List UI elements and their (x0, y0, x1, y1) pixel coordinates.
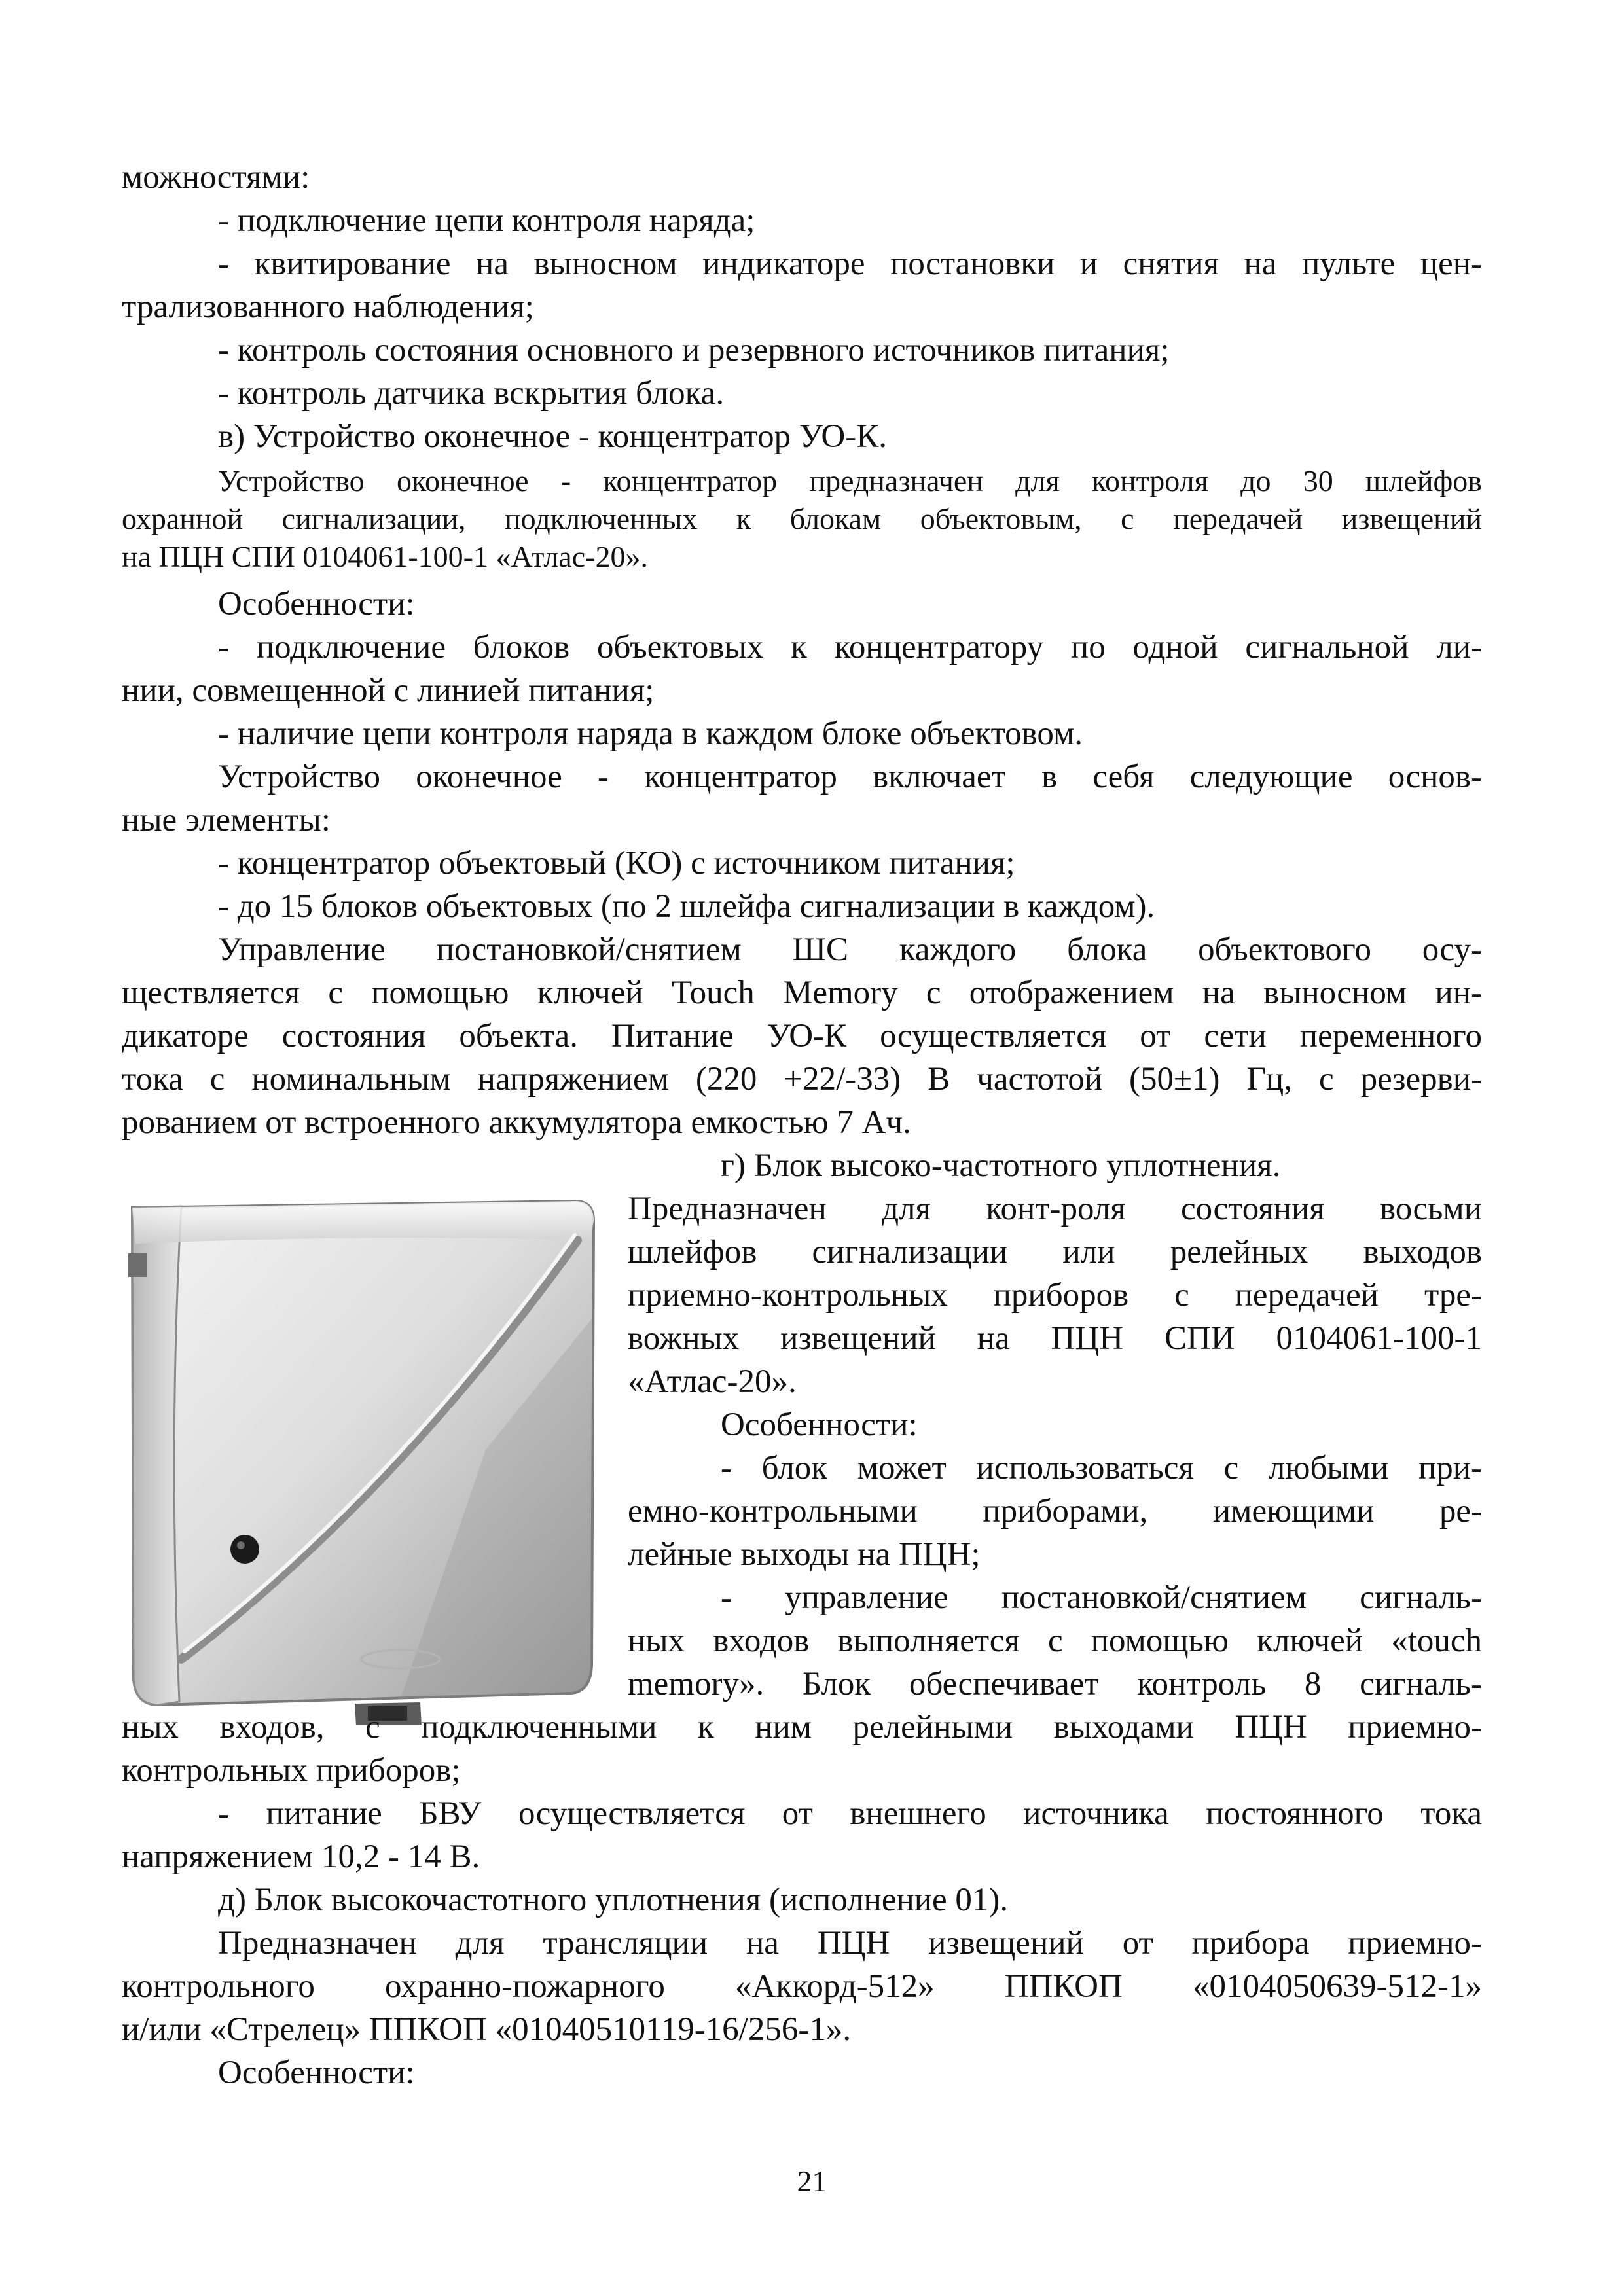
text-line: ществляется с помощью ключей Touch Memory с отображением на выносном ин- (122, 975, 1482, 1011)
text-line: шлейфов сигнализации или релейных выходов (628, 1234, 1482, 1270)
text-line: Устройство оконечное - концентратор предназначен для контроля до 30 шлейфов (218, 464, 1482, 497)
text-line: - контроль состояния основного и резервного источников питания; (218, 332, 1170, 368)
text-line: - подключение цепи контроля наряда; (218, 202, 755, 239)
text-line: на ПЦН СПИ 0104061-100-1 «Атлас-20». (122, 540, 648, 573)
device-photo (119, 1188, 604, 1725)
text-line: Устройство оконечное - концентратор включает в себя следующие основ- (218, 759, 1482, 795)
text-line: memory». Блок обеспечивает контроль 8 сигналь- (628, 1666, 1482, 1702)
text-line: Особенности: (218, 586, 415, 622)
text-line: Особенности: (218, 2054, 415, 2091)
text-line: - блок может использоваться с любыми при- (721, 1450, 1482, 1486)
page-number: 21 (797, 2164, 827, 2198)
text-line: можностями: (122, 159, 310, 196)
text-line: тока с номинальным напряжением (220 +22/-33) В частотой (50±1) Гц, с резерви- (122, 1061, 1482, 1098)
text-line: вожных извещений на ПЦН СПИ 0104061-100-1 (628, 1320, 1482, 1357)
text-line: нии, совмещенной с линией питания; (122, 672, 655, 709)
text-line: емно-контрольными приборами, имеющими ре- (628, 1493, 1482, 1530)
text-line: и/или «Стрелец» ППКОП «01040510119-16/256-1». (122, 2011, 852, 2048)
text-line: приемно-контрольных приборов с передачей тре- (628, 1277, 1482, 1314)
text-line: «Атлас-20». (628, 1363, 797, 1400)
text-line: контрольных приборов; (122, 1752, 461, 1789)
text-line: Предназначен для трансляции на ПЦН извещений от прибора приемно- (218, 1925, 1482, 1962)
text-line: - квитирование на выносном индикаторе постановки и снятия на пульте цен- (218, 245, 1482, 282)
text-line: Управление постановкой/снятием ШС каждого блока объектового осу- (218, 931, 1482, 968)
text-line: в) Устройство оконечное - концентратор УО-К. (218, 418, 888, 455)
text-line: напряжением 10,2 - 14 В. (122, 1839, 480, 1875)
text-line: дикаторе состояния объекта. Питание УО-К осуществляется от сети переменного (122, 1018, 1482, 1054)
text-line: - подключение блоков объектовых к концентратору по одной сигнальной ли- (218, 629, 1482, 666)
text-line: д) Блок высокочастотного уплотнения (исполнение 01). (218, 1882, 1009, 1918)
text-line: лейные выходы на ПЦН; (628, 1536, 981, 1573)
text-line: трализованного наблюдения; (122, 289, 534, 325)
text-line: Особенности: (721, 1407, 918, 1443)
text-line: контрольного охранно-пожарного «Аккорд-512» ППКОП «0104050639-512-1» (122, 1968, 1482, 2005)
text-line: Предназначен для конт-роля состояния восьми (628, 1191, 1482, 1227)
text-line: - до 15 блоков объектовых (по 2 шлейфа сигнализации в каждом). (218, 888, 1155, 925)
text-line: - управление постановкой/снятием сигналь- (721, 1579, 1482, 1616)
text-line: рованием от встроенного аккумулятора емкостью 7 Ач. (122, 1104, 911, 1141)
text-line: - концентратор объектовый (КО) с источником питания; (218, 845, 1015, 882)
text-line: ные элементы: (122, 802, 331, 838)
text-line: - контроль датчика вскрытия блока. (218, 375, 725, 412)
text-line: г) Блок высоко-частотного уплотнения. (721, 1147, 1281, 1184)
text-line: - питание БВУ осуществляется от внешнего источника постоянного тока (218, 1795, 1482, 1832)
text-line: ных входов выполняется с помощью ключей «touch (628, 1623, 1482, 1659)
text-line: охранной сигнализации, подключенных к блокам объектовым, с передачей извещений (122, 502, 1482, 535)
text-line: ных входов, с подключенными к ним релейными выходами ПЦН приемно- (122, 1709, 1482, 1746)
text-line: - наличие цепи контроля наряда в каждом блоке объектовом. (218, 715, 1083, 752)
